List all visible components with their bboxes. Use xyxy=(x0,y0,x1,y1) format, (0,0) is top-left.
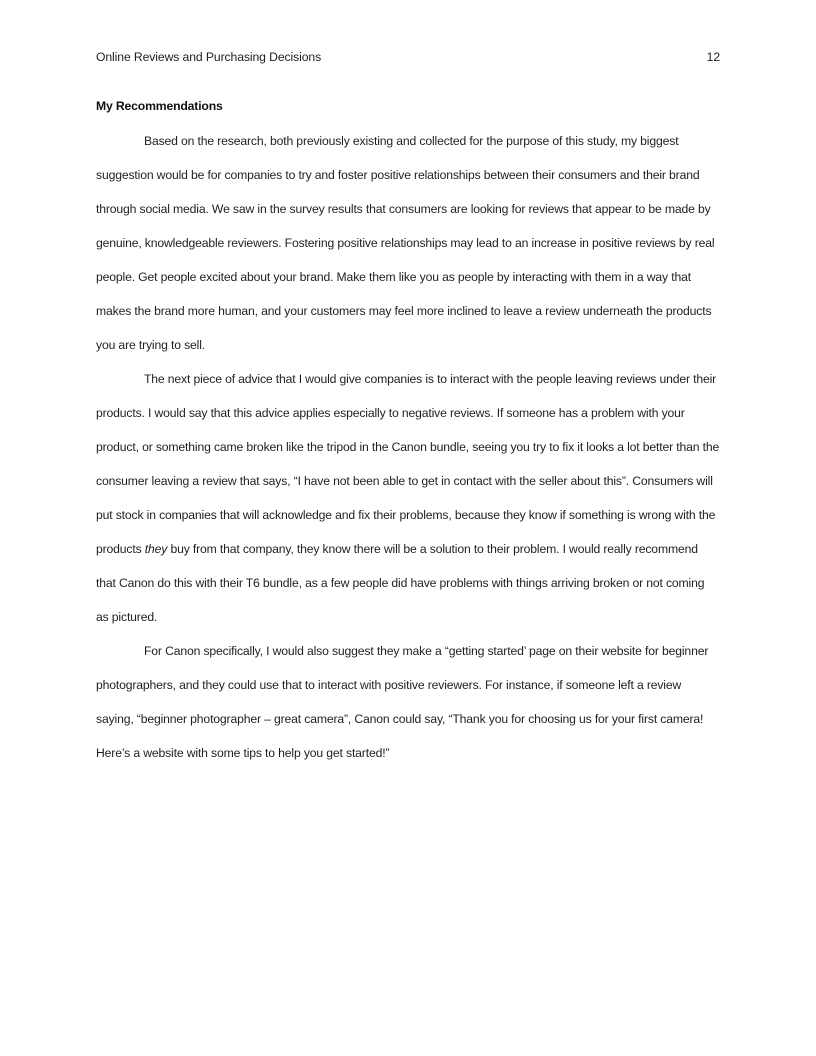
running-header xyxy=(96,50,720,66)
section-heading: My Recommendations xyxy=(96,99,223,113)
paragraph-3: For Canon specifically, I would also suggest they make a “getting started’ page on their website for beginner photographers, and they could use that to interact with positive reviewers. For instance, if someone left a review saying, “beginner photographer – great camera”, Canon could say, “Thank you for choosing us for your first camera! Here’s a website with some tips to help you get started!” xyxy=(96,644,709,760)
running-title: Online Reviews and Purchasing Decisions xyxy=(96,50,322,64)
paragraph-2-text-end: buy from that company, they know there will be a solution to their problem. I would really recommend that Canon do this with their T6 bundle, as a few people did have problems with things arriving broken or not coming as pictured. xyxy=(96,542,705,624)
paragraph-2 xyxy=(96,362,720,634)
page-number: 12 xyxy=(706,50,720,64)
paragraph-2-emphasis: they xyxy=(144,542,168,556)
body-text xyxy=(96,96,720,770)
paragraph-2-text-start: The next piece of advice that I would give companies is to interact with the people leaving reviews under their products. I would say that this advice applies especially to negative reviews. If someone has a problem with your product, or something came broken like the tripod in the Canon bundle, seeing you try to fix it looks a lot better than the consumer leaving a review that says, “I have not been able to get in contact with the seller about this”. Consumers will put stock in companies that will acknowledge and fix their problems, because they know if something is wrong with the products xyxy=(96,372,720,556)
paragraph-1: Based on the research, both previously existing and collected for the purpose of this study, my biggest suggestion would be for companies to try and foster positive relationships between their consumers and their brand through social media. We saw in the survey results that consumers are looking for reviews that appear to be made by genuine, knowledgeable reviewers. Fostering positive relationships may lead to an increase in positive reviews by real people. Get people excited about your brand. Make them like you as people by interacting with them in a way that makes the brand more human, and your customers may feel more inclined to leave a review underneath the products you are trying to sell. xyxy=(96,134,715,352)
